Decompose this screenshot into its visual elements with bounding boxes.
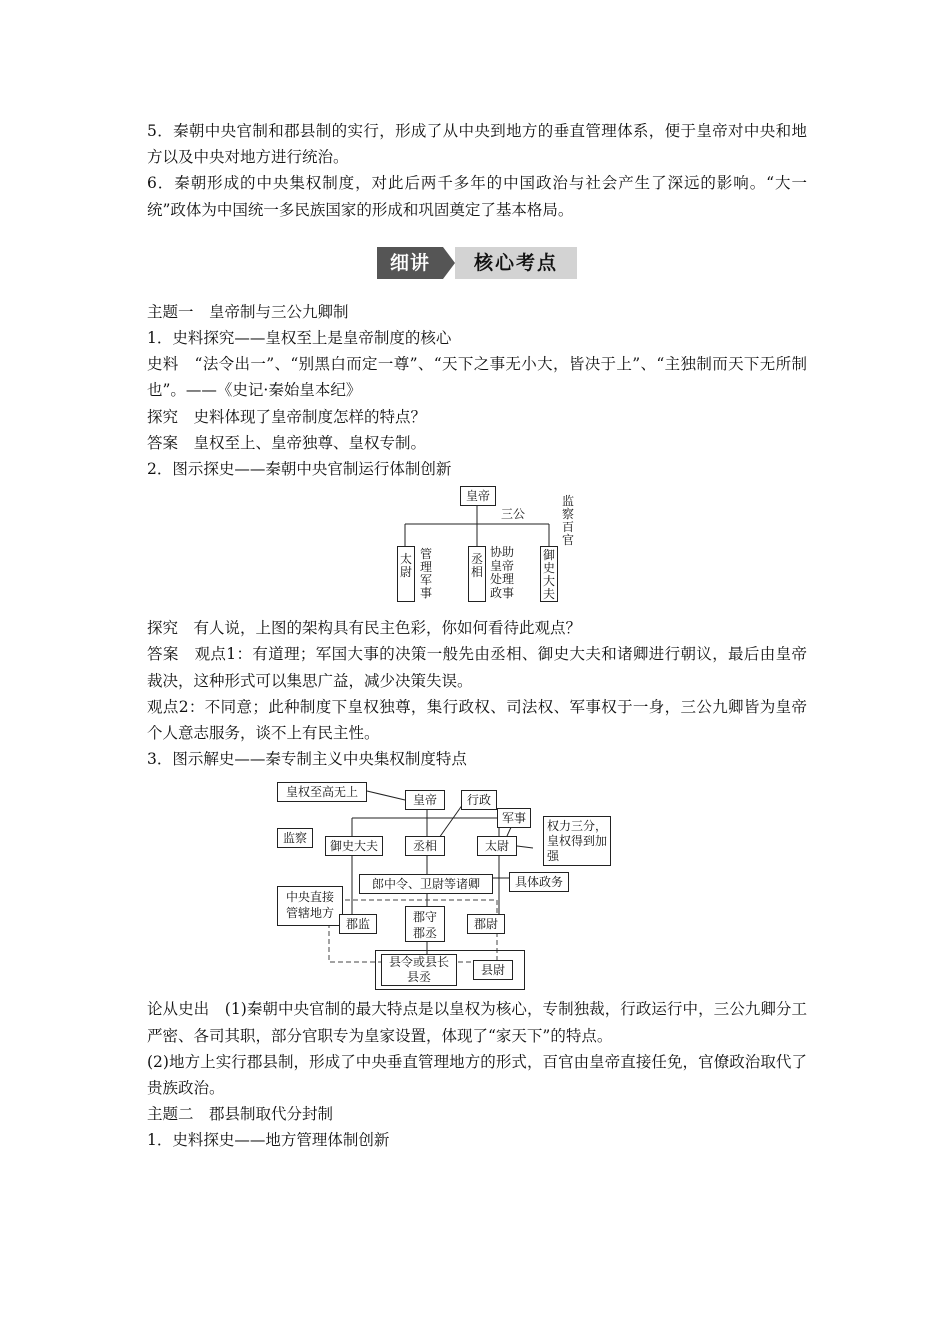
- d1-emperor-box: 皇帝: [460, 486, 496, 506]
- d1-taiwei-label: 太尉: [399, 552, 412, 580]
- banner-left-label: 细讲: [377, 247, 443, 279]
- topic1-s3-title: 3．图示解史——秦专制主义中央集权制度特点: [147, 750, 467, 769]
- d1-taiwei-role: 管理军事: [419, 547, 432, 601]
- banner-arrow-icon: [443, 247, 455, 279]
- d2-affairs-box: 具体政务: [509, 872, 569, 892]
- intro-point-6: 6．秦朝形成的中央集权制度，对此后两千多年的中国政治与社会产生了深远的影响。“大一统”政体为中国统一多民族国家的形成和巩固奠定了基本格局。: [147, 174, 807, 219]
- topic2-title: 主题二 郡县制取代分封制: [147, 1105, 334, 1124]
- d1-yushi-label: 御史大夫: [542, 548, 555, 602]
- d1-chengxiang-label: 丞相: [470, 552, 483, 580]
- d2-xingzheng-box: 行政: [461, 790, 497, 810]
- d2-jiancha-box: 监察: [277, 828, 313, 848]
- section-banner: [377, 247, 577, 279]
- d2-taiwei-box: 太尉: [477, 836, 517, 856]
- d2-supreme-box: 皇权至高无上: [277, 782, 367, 802]
- centralization-diagram: [277, 778, 677, 990]
- d2-emperor-box: 皇帝: [405, 790, 445, 810]
- topic1-s1-title: 1．史料探究——皇权至上是皇帝制度的核心: [147, 329, 452, 348]
- topic1-conclusion2: (2)地方上实行郡县制，形成了中央垂直管理地方的形式，百官由皇帝直接任免，官僚政治取代了贵族政治。: [147, 1052, 807, 1098]
- d1-three-gong-label: 三公: [501, 507, 526, 522]
- page-content: [147, 118, 807, 1154]
- d2-junwei-box: 郡尉: [467, 914, 505, 934]
- d2-chengxiang-box: 丞相: [405, 836, 445, 856]
- topic1-s2-title: 2．图示探史——秦朝中央官制运行体制创新: [147, 460, 452, 479]
- d2-junshi-box: 军事: [497, 808, 531, 828]
- d1-yushi-box: [540, 546, 558, 602]
- d2-qing-box: 郎中令、卫尉等诸卿: [359, 874, 493, 894]
- d2-jianjun-box: 郡监: [339, 914, 377, 934]
- d2-xianwei-box: 县尉: [473, 960, 513, 980]
- topic1-title: 主题一 皇帝制与三公九卿制: [147, 302, 349, 321]
- d2-xianling-box: 县令或县长县丞: [381, 954, 457, 986]
- d1-chengxiang-box: [468, 546, 486, 602]
- topic1-s1-source: 史料 “法令出一”、“别黑白而定一尊”、“天下之事无小大，皆决于上”、“主独制而天下无所制也”。——《史记·秦始皇本纪》: [147, 355, 807, 400]
- three-gong-diagram: [397, 486, 557, 609]
- d2-direct-box: 中央直接管辖地方: [277, 886, 343, 926]
- banner-right-label: 核心考点: [455, 247, 577, 279]
- d2-power-note: 权力三分，皇权得到加强: [543, 816, 611, 866]
- d2-yushi-box: 御史大夫: [325, 836, 383, 856]
- d1-chengxiang-role: 协助皇帝处理政事: [490, 545, 515, 600]
- topic1-s1-question: 探究 史料体现了皇帝制度怎样的特点？: [147, 407, 427, 426]
- d1-taiwei-box: [397, 546, 415, 602]
- topic1-conclusion1: 论从史出 (1)秦朝中央官制的最大特点是以皇权为核心，专制独裁，行政运行中，三公九卿分工严密、各司其职，部分官职专为皇家设置，体现了“家天下”的特点。: [147, 1000, 807, 1045]
- topic1-s1-answer: 答案 皇权至上、皇帝独尊、皇权专制。: [147, 433, 427, 452]
- d2-junshou-box: 郡守郡丞: [405, 906, 445, 942]
- topic1-s2-answer1: 答案 观点1：有道理；军国大事的决策一般先由丞相、御史大夫和诸卿进行朝议，最后由皇帝裁决，这种形式可以集思广益，减少决策失误。: [147, 645, 807, 690]
- topic1-s2-question: 探究 有人说，上图的架构具有民主色彩，你如何看待此观点？: [147, 619, 582, 638]
- intro-point-5: 5．秦朝中央官制和郡县制的实行，形成了从中央到地方的垂直管理体系，便于皇帝对中央和地方以及中央对地方进行统治。: [147, 122, 807, 167]
- topic1-s2-answer2: 观点2：不同意；此种制度下皇权独尊，集行政权、司法权、军事权于一身，三公九卿皆为皇帝个人意志服务，谈不上有民主性。: [147, 697, 807, 743]
- topic2-s1-title: 1．史料探史——地方管理体制创新: [147, 1131, 390, 1150]
- d1-yushi-role: 监察百官: [561, 494, 574, 548]
